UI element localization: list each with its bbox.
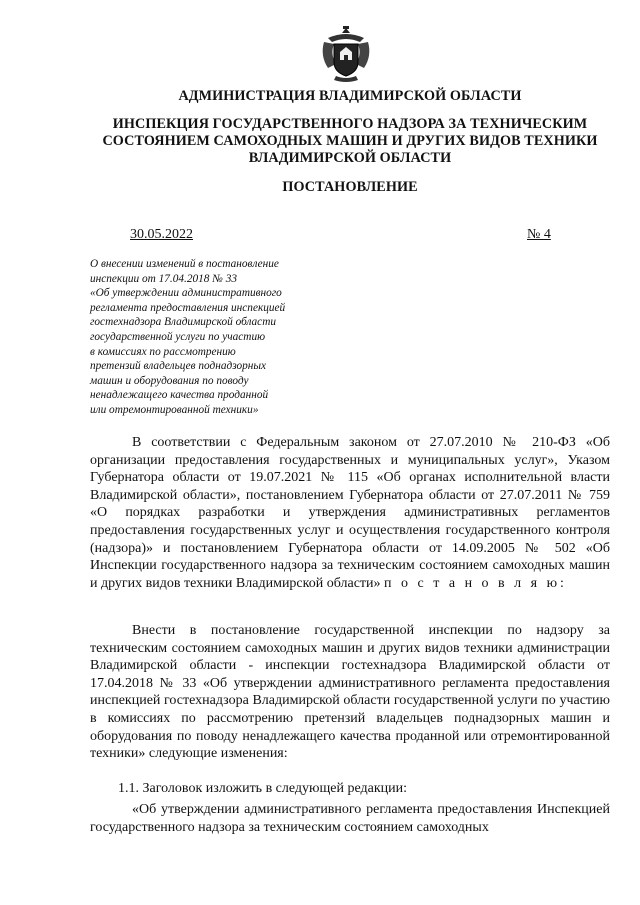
subject-line: в комиссиях по рассмотрению	[90, 345, 236, 358]
subject-line: ненадлежащего качества проданной	[90, 389, 269, 402]
administration-title: АДМИНИСТРАЦИЯ ВЛАДИМИРСКОЙ ОБЛАСТИ	[178, 88, 522, 104]
preamble-text: В соответствии с Федеральным законом от 27.07.2010 № 210-ФЗ «Об организации предоставления государственных и муниципальных услуг», Указом Губернатора области от 19.07.2021 № 115 «Об органах исполнительной власти Владимирской области», постановлением Губернатора области от 27.07.2011 № 759 «О порядках разработки и утверждения административных регламентов предоставления государственных услуг и осуществления государственного контроля (надзора)» и постановлением Губернатора области от 14.09.2005 № 502 «Об Инспекции государственного надзора за техническим состоянием самоходных машин и других видов техники Владимирской области»	[90, 435, 610, 591]
new-title-paragraph: «Об утверждении административного регламента предоставления Инспекцией государственного надзора за техническим состоянием самоходных	[90, 802, 610, 835]
subject-line: регламента предоставления инспекцией	[90, 301, 286, 314]
document-type-title: ПОСТАНОВЛЕНИЕ	[282, 179, 418, 195]
subject-line: гостехнадзора Владимирской области	[90, 316, 277, 329]
subject-line: или отремонтированной техники»	[90, 403, 259, 416]
document-number: № 4	[527, 227, 551, 242]
subject-line: претензий владельцев поднадзорных	[90, 360, 267, 373]
document-subject	[90, 257, 370, 418]
coat-of-arms-icon	[318, 22, 374, 82]
amendment-paragraph: Внести в постановление государственной инспекции по надзору за техническим состоянием самоходных машин и других видов техники администрации Владимирской области - инспекции гостехнадзора Владимирской области от 17.04.2018 № 33 «Об утверждении административного регламента предоставления инспекцией гостехнадзора Владимирской области государственной услуги по участию в комиссиях по рассмотрению претензий владельцев поднадзорных машин и оборудования по поводу ненадлежащего качества проданной или отремонтированной техники» следующие изменения:	[90, 623, 610, 762]
document-date: 30.05.2022	[130, 227, 193, 242]
subject-line: машин и оборудования по поводу	[90, 374, 249, 387]
inspection-title: ИНСПЕКЦИЯ ГОСУДАРСТВЕННОГО НАДЗОРА ЗА ТЕХНИЧЕСКИМ СОСТОЯНИЕМ САМОХОДНЫХ МАШИН И ДРУГИХ ВИДОВ ТЕХНИКИ ВЛАДИМИРСКОЙ ОБЛАСТИ	[102, 116, 598, 166]
subject-line: «Об утверждении административного	[90, 287, 282, 300]
subject-line: О внесении изменений в постановление	[90, 258, 279, 270]
clause-1-1: 1.1. Заголовок изложить в следующей редакции:	[118, 781, 408, 796]
subject-line: государственной услуги по участию	[90, 330, 266, 343]
subject-line: инспекции от 17.04.2018 № 33	[90, 272, 238, 285]
preamble-paragraph	[90, 434, 610, 592]
resolution-verb: п о с т а н о в л я ю:	[384, 575, 567, 591]
